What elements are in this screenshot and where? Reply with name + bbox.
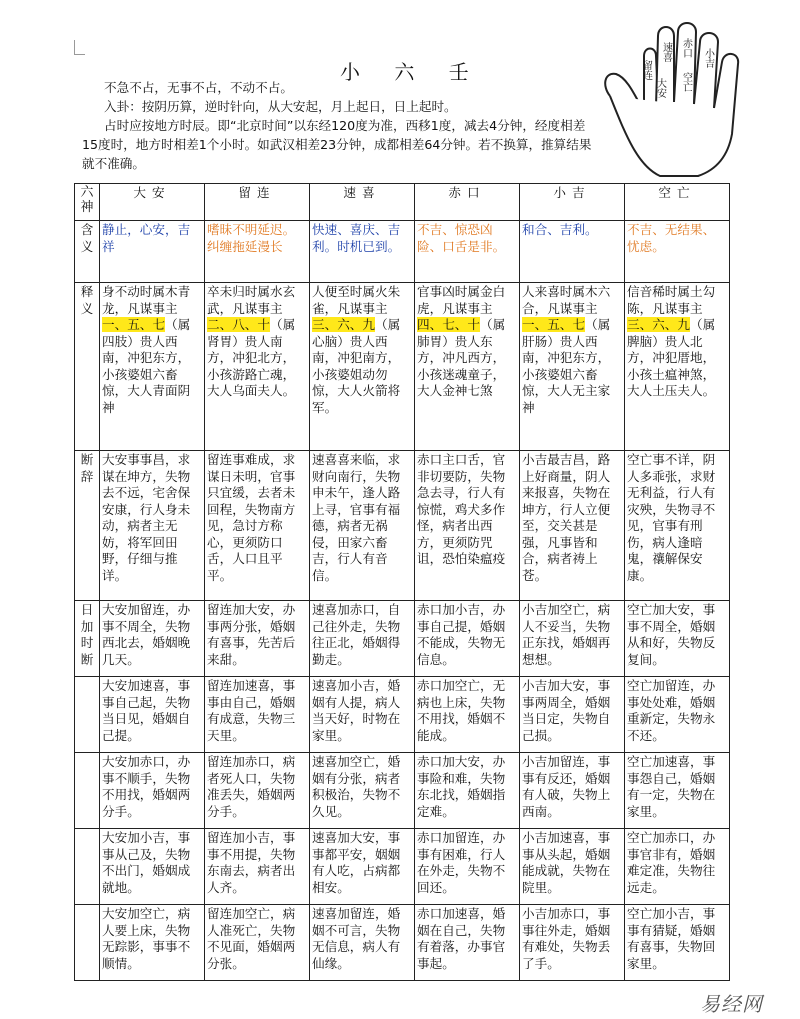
time-row-1 bbox=[75, 677, 730, 753]
intro-line-1: 不急不占，无事不占，不动不占。 bbox=[104, 80, 293, 95]
explain-cell-2 bbox=[310, 283, 415, 451]
intro-text bbox=[82, 78, 592, 173]
hand-palm-0: 大安 bbox=[654, 78, 666, 98]
time-cell-0-4: 小吉加空亡，病人不妥当，失物正东找，婚姻再想想。 bbox=[520, 601, 625, 677]
liuren-table bbox=[74, 183, 730, 981]
col-header-1: 留连 bbox=[205, 184, 310, 221]
corner-cell: 六 神 bbox=[75, 184, 100, 221]
explain-label: 释 义 bbox=[75, 283, 100, 451]
col-header-3: 赤口 bbox=[415, 184, 520, 221]
time-label: 日 加 时 断 bbox=[75, 601, 100, 677]
explain-text-a: 卒未归时属水玄武，凡谋事主 bbox=[207, 284, 296, 316]
time-cell-3-4: 小吉加速喜，事事从头起，婚姻能成就，失物在院里。 bbox=[520, 829, 625, 905]
meaning-cell-3: 不吉、惊恐凶险、口舌是非。 bbox=[415, 221, 520, 283]
time-cell-0-5: 空亡加大安，事事不周全，婚姻从和好，失物反复间。 bbox=[625, 601, 730, 677]
watermark: 易经网 bbox=[700, 992, 763, 1016]
time-cell-1-1: 留连加速喜，事事由自己，婚姻有成意，失物三天里。 bbox=[205, 677, 310, 753]
time-cell-3-5: 空亡加赤口，办事官非有，婚姻难定准，失物往远走。 bbox=[625, 829, 730, 905]
time-cell-4-0: 大安加空亡，病人要上床，失物无踪影，事事不顺情。 bbox=[100, 905, 205, 981]
time-cell-2-1: 留连加赤口，病者死人口，失物准丢失，婚姻两分手。 bbox=[205, 753, 310, 829]
time-cell-2-4: 小吉加留连，事事有反还，婚姻有人破，失物上西南。 bbox=[520, 753, 625, 829]
explain-numbers: 二、八、十 bbox=[207, 317, 270, 332]
time-cell-0-2: 速喜加赤口，自己往外走，失物往正北，婚姻得勤走。 bbox=[310, 601, 415, 677]
hand-label-3: 小吉 bbox=[702, 48, 714, 68]
time-cell-0-1: 留连加大安，办事两分张，婚姻有喜事，先苦后来甜。 bbox=[205, 601, 310, 677]
time-cell-1-2: 速喜加小吉，婚姻有人提，病人当天好，时物在家里。 bbox=[310, 677, 415, 753]
explain-text-a: 官事凶时属金白虎，凡谋事主 bbox=[417, 284, 506, 316]
explain-cell-4 bbox=[520, 283, 625, 451]
meaning-cell-5: 不吉、无结果、忧虑。 bbox=[625, 221, 730, 283]
hand-diagram bbox=[598, 16, 758, 186]
explain-text-b: （属脾脑）贵人北方，冲犯厝地，小孩土瘟神煞，大人土压夫人。 bbox=[627, 317, 716, 398]
meaning-cell-4: 和合、吉利。 bbox=[520, 221, 625, 283]
explain-text-b: （属肝肠）贵人西南，冲犯东方，小孩婆姐六畜惊，大人无主家神 bbox=[522, 317, 611, 415]
explain-numbers: 四、七、十 bbox=[417, 317, 480, 332]
explain-text-b: （属四肢）贵人西南，冲犯东方，小孩婆姐六畜惊，大人青面阴神 bbox=[102, 317, 191, 415]
explain-numbers: 一、五、七 bbox=[102, 317, 165, 332]
meaning-cell-1: 嗜昧不明延迟。纠缠拖延漫长 bbox=[205, 221, 310, 283]
explain-numbers: 三、六、九 bbox=[312, 317, 375, 332]
time-cell-3-2: 速喜加大安，事事都平安，姻姻有人吃，占病都相安。 bbox=[310, 829, 415, 905]
explain-cell-0 bbox=[100, 283, 205, 451]
col-header-5: 空亡 bbox=[625, 184, 730, 221]
time-cell-4-4: 小吉加赤口，事事往外走，婚姻有难处，失物丢了手。 bbox=[520, 905, 625, 981]
explain-numbers: 一、五、七 bbox=[522, 317, 585, 332]
page-title: 小 六 壬 bbox=[340, 60, 483, 84]
time-cell-4-2: 速喜加留连，婚姻不可言，失物无信息，病人有仙缘。 bbox=[310, 905, 415, 981]
explain-text-a: 人便至时属火朱雀，凡谋事主 bbox=[312, 284, 401, 316]
explain-cell-5 bbox=[625, 283, 730, 451]
page-corner-mark bbox=[74, 40, 85, 55]
col-header-2: 速喜 bbox=[310, 184, 415, 221]
time-label-blank-1 bbox=[75, 677, 100, 753]
time-row-4 bbox=[75, 905, 730, 981]
explain-text-a: 人来喜时属木六合，凡谋事主 bbox=[522, 284, 611, 316]
judge-label: 断 辞 bbox=[75, 451, 100, 601]
hand-label-2: 赤口 bbox=[680, 38, 692, 58]
meaning-row bbox=[75, 221, 730, 283]
meaning-cell-2: 快速、喜庆、吉利。时机已到。 bbox=[310, 221, 415, 283]
time-cell-0-3: 赤口加小吉，办事自己提，婚姻不能成，失物无信息。 bbox=[415, 601, 520, 677]
meaning-label: 含 义 bbox=[75, 221, 100, 283]
time-cell-2-0: 大安加赤口，办事不顺手，失物不用找，婚姻两分手。 bbox=[100, 753, 205, 829]
judge-row bbox=[75, 451, 730, 601]
judge-cell-5: 空亡事不详，阴人多乖张，求财无利益，行人有灾殃，失物寻不见，官事有刑伤，病人逢暗鬼，禳解保安康。 bbox=[625, 451, 730, 601]
hand-label-1: 速喜 bbox=[660, 42, 672, 62]
time-row-3 bbox=[75, 829, 730, 905]
judge-cell-4: 小吉最吉昌，路上好商量，阴人来报喜，失物在坤方，行人立便至，交关甚是强，凡事皆和合，病者祷上苍。 bbox=[520, 451, 625, 601]
time-cell-3-1: 留连加小吉，事事不用提，失物东南去，病者出人齐。 bbox=[205, 829, 310, 905]
time-row-0 bbox=[75, 601, 730, 677]
hand-label-0: 留连 bbox=[640, 60, 652, 80]
intro-line-3: 占时应按地方时辰。即“北京时间”以东经120度为准，西移1度，减去4分钟，经度相差15度时，地方时相差1个小时。如武汉相差23分钟，成都相差64分钟。若不换算，推算结果就不准确。 bbox=[82, 118, 592, 171]
hand-palm-1: 空亡 bbox=[680, 72, 692, 92]
time-cell-4-5: 空亡加小吉，事事有猜疑，婚姻有喜事，失物回家里。 bbox=[625, 905, 730, 981]
time-cell-1-4: 小吉加大安，事事两周全，婚姻当日定，失物自己损。 bbox=[520, 677, 625, 753]
judge-cell-0: 大安事事昌，求谋在坤方，失物去不远，宅舍保安康，行人身未动，病者主无妨，将军回田野，仔细与推详。 bbox=[100, 451, 205, 601]
explain-text-a: 身不动时属木青龙，凡谋事主 bbox=[102, 284, 191, 316]
time-cell-2-5: 空亡加速喜，事事怨自己，婚姻有一定，失物在家里。 bbox=[625, 753, 730, 829]
time-label-blank-3 bbox=[75, 829, 100, 905]
time-cell-3-3: 赤口加留连，办事有困难，行人在外走，失物不回还。 bbox=[415, 829, 520, 905]
explain-text-b: （属心脑）贵人西南，冲犯南方，小孩婆姐动勿惊，大人火箭将军。 bbox=[312, 317, 401, 415]
explain-cell-3 bbox=[415, 283, 520, 451]
meaning-cell-0: 静止，心安，吉祥 bbox=[100, 221, 205, 283]
time-label-blank-4 bbox=[75, 905, 100, 981]
judge-cell-1: 留连事难成，求谋日未明，官事只宜缓，去者未回程，失物南方见，急讨方称心，更须防口舌，人口且平平。 bbox=[205, 451, 310, 601]
judge-cell-3: 赤口主口舌，官非切要防，失物急去寻，行人有惊慌，鸡犬多作怪，病者出西方，更须防咒诅，恐怕染瘟疫 bbox=[415, 451, 520, 601]
time-cell-4-1: 留连加空亡，病人准死亡，失物不见面，婚姻两分张。 bbox=[205, 905, 310, 981]
intro-line-2: 入卦：按阴历算，逆时针向，从大安起，月上起日，日上起时。 bbox=[104, 99, 457, 114]
time-label-blank-2 bbox=[75, 753, 100, 829]
col-header-4: 小吉 bbox=[520, 184, 625, 221]
time-row-2 bbox=[75, 753, 730, 829]
time-cell-1-3: 赤口加空亡，无病也上床，失物不用找，婚姻不能成。 bbox=[415, 677, 520, 753]
explain-cell-1 bbox=[205, 283, 310, 451]
explain-text-a: 信音稀时属土勾陈，凡谋事主 bbox=[627, 284, 716, 316]
explain-text-b: （属肺胃）贵人东方，冲凡西方，小孩迷魂童子，大人金神七煞 bbox=[417, 317, 506, 398]
time-cell-1-5: 空亡加留连，办事处处难，婚姻重新定，失物永不还。 bbox=[625, 677, 730, 753]
time-cell-3-0: 大安加小吉，事事从己及，失物不出门，婚姻成就地。 bbox=[100, 829, 205, 905]
explain-row bbox=[75, 283, 730, 451]
time-cell-2-2: 速喜加空亡，婚姻有分张，病者积极治，失物不久见。 bbox=[310, 753, 415, 829]
header-row bbox=[75, 184, 730, 221]
time-cell-1-0: 大安加速喜，事事自己起，失物当日见，婚姻自己提。 bbox=[100, 677, 205, 753]
time-cell-4-3: 赤口加速喜，婚姻在自己，失物有着落，办事官事起。 bbox=[415, 905, 520, 981]
time-cell-0-0: 大安加留连，办事不周全，失物西北去，婚姻晚几天。 bbox=[100, 601, 205, 677]
judge-cell-2: 速喜喜来临，求财向南行，失物申未午，逢人路上寻，官事有福德，病者无祸侵，田家六畜吉，行人有音信。 bbox=[310, 451, 415, 601]
explain-text-b: （属肾胃）贵人南方，冲犯北方，小孩游路亡魂，大人乌面夫人。 bbox=[207, 317, 296, 398]
time-cell-2-3: 赤口加大安，办事险和难，失物东北找，婚姻指定难。 bbox=[415, 753, 520, 829]
explain-numbers: 三、六、九 bbox=[627, 317, 690, 332]
col-header-0: 大安 bbox=[100, 184, 205, 221]
